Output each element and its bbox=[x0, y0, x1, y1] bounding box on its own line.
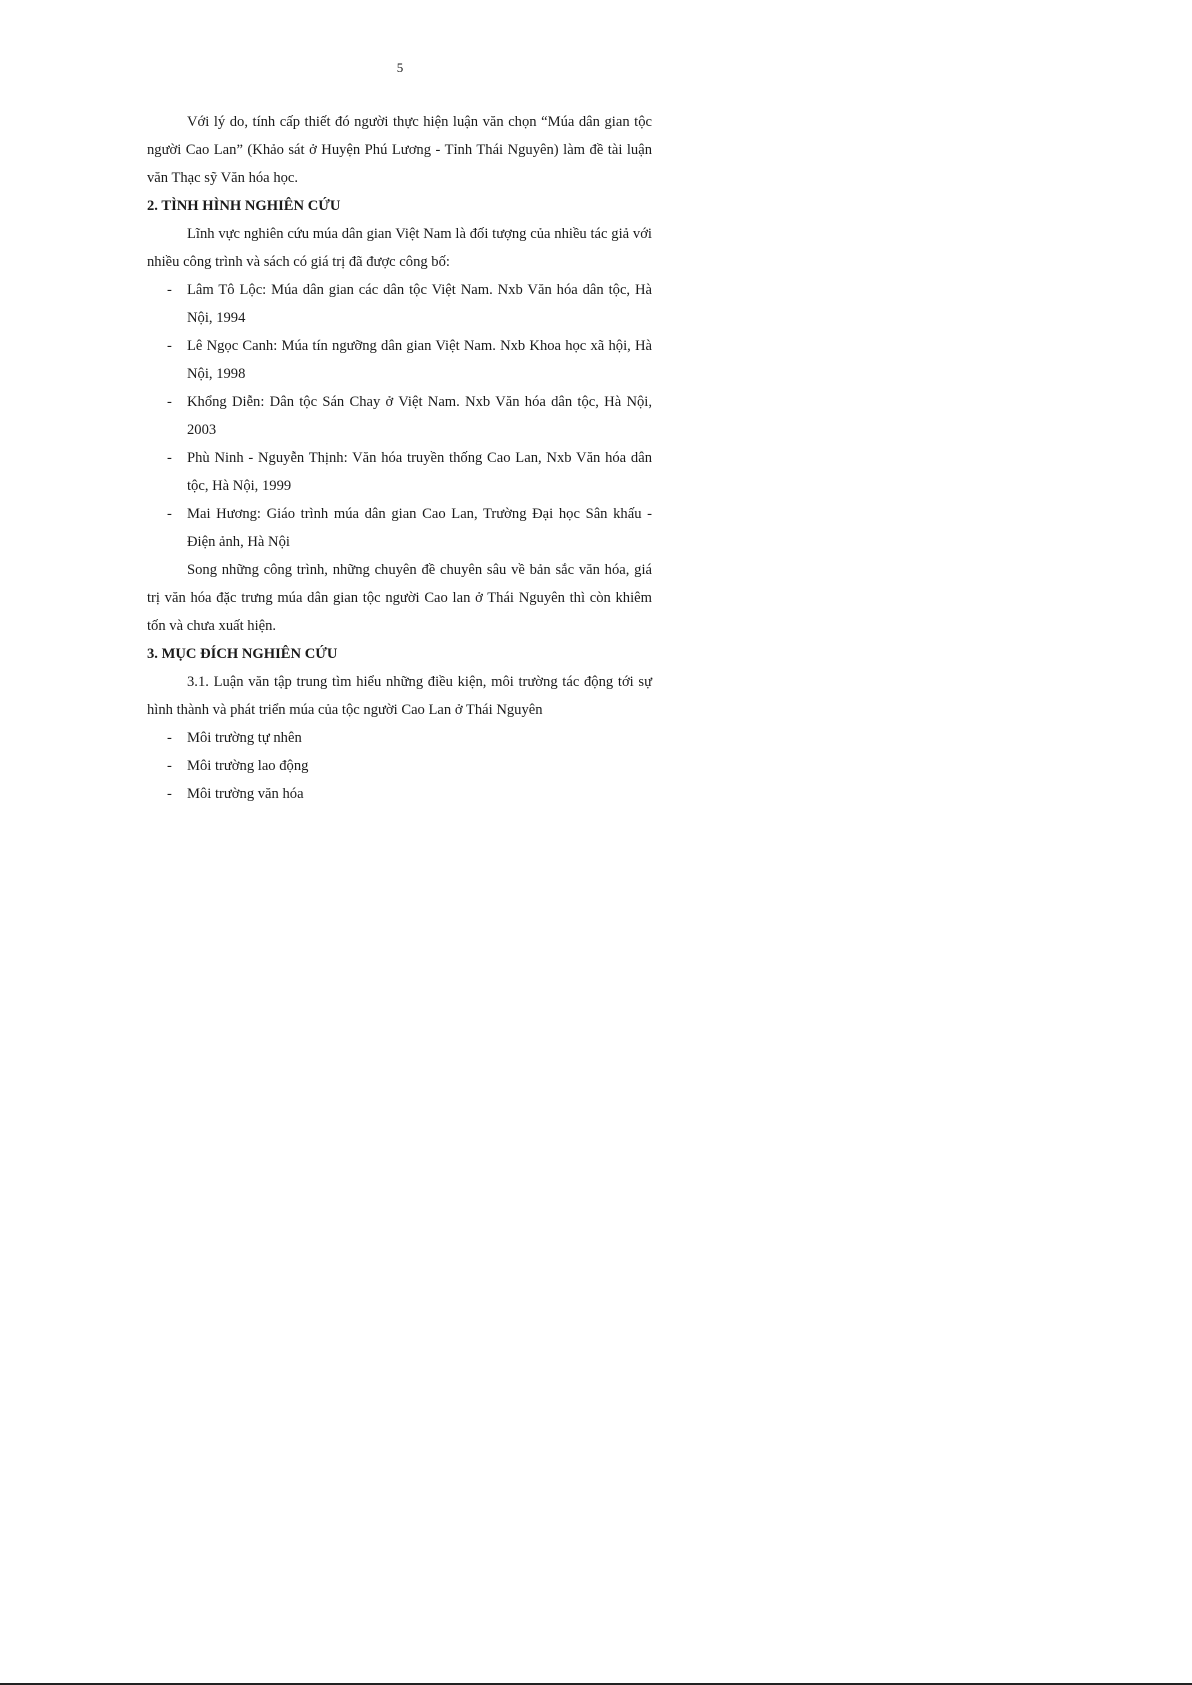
document-body bbox=[147, 108, 652, 808]
page-number: 5 bbox=[396, 60, 404, 75]
bullet-dash: - bbox=[167, 758, 172, 774]
reference-text: Lê Ngọc Canh: Múa tín ngưỡng dân gian Việt Nam. Nxb Khoa học xã hội, Hà Nội, 1998 bbox=[187, 338, 652, 382]
environment-item bbox=[147, 780, 652, 808]
bullet-dash: - bbox=[167, 506, 172, 522]
reference-text: Mai Hương: Giáo trình múa dân gian Cao Lan, Trường Đại học Sân khấu - Điện ảnh, Hà Nội bbox=[187, 506, 652, 550]
environment-item bbox=[147, 752, 652, 780]
reference-item bbox=[147, 332, 652, 388]
environment-text: Môi trường lao động bbox=[187, 758, 309, 774]
bullet-dash: - bbox=[167, 282, 172, 298]
reference-text: Lâm Tô Lộc: Múa dân gian các dân tộc Việt Nam. Nxb Văn hóa dân tộc, Hà Nội, 1994 bbox=[187, 282, 652, 326]
bullet-dash: - bbox=[167, 394, 172, 410]
section-2-closing: Song những công trình, những chuyên đề chuyên sâu về bản sắc văn hóa, giá trị văn hóa đặc trưng múa dân gian tộc người Cao lan ở Thái Nguyên thì còn khiêm tốn và chưa xuất hiện. bbox=[147, 562, 652, 634]
environment-item bbox=[147, 724, 652, 752]
reference-text: Khổng Diễn: Dân tộc Sán Chay ở Việt Nam. Nxb Văn hóa dân tộc, Hà Nội, 2003 bbox=[187, 394, 652, 438]
reference-item bbox=[147, 388, 652, 444]
environment-list bbox=[147, 724, 652, 808]
reference-item bbox=[147, 276, 652, 332]
environment-text: Môi trường văn hóa bbox=[187, 786, 304, 802]
environment-text: Môi trường tự nhên bbox=[187, 730, 302, 746]
section-3-paragraph: 3.1. Luận văn tập trung tìm hiểu những điều kiện, môi trường tác động tới sự hình thành và phát triển múa của tộc người Cao Lan ở Thái Nguyên bbox=[147, 674, 652, 718]
bullet-dash: - bbox=[167, 786, 172, 802]
section-2-heading: 2. TÌNH HÌNH NGHIÊN CỨU bbox=[147, 198, 341, 214]
reference-text: Phù Ninh - Nguyễn Thịnh: Văn hóa truyền thống Cao Lan, Nxb Văn hóa dân tộc, Hà Nội, 1999 bbox=[187, 450, 652, 494]
section-3-heading: 3. MỤC ĐÍCH NGHIÊN CỨU bbox=[147, 646, 338, 662]
intro-paragraph: Với lý do, tính cấp thiết đó người thực hiện luận văn chọn “Múa dân gian tộc người Cao Lan” (Khảo sát ở Huyện Phú Lương - Tỉnh Thái Nguyên) làm đề tài luận văn Thạc sỹ Văn hóa học. bbox=[147, 114, 652, 186]
reference-item bbox=[147, 444, 652, 500]
reference-list bbox=[147, 276, 652, 556]
bullet-dash: - bbox=[167, 338, 172, 354]
section-2-paragraph: Lĩnh vực nghiên cứu múa dân gian Việt Nam là đối tượng của nhiều tác giả với nhiều công trình và sách có giá trị đã được công bố: bbox=[147, 226, 652, 270]
bullet-dash: - bbox=[167, 730, 172, 746]
reference-item bbox=[147, 500, 652, 556]
bullet-dash: - bbox=[167, 450, 172, 466]
